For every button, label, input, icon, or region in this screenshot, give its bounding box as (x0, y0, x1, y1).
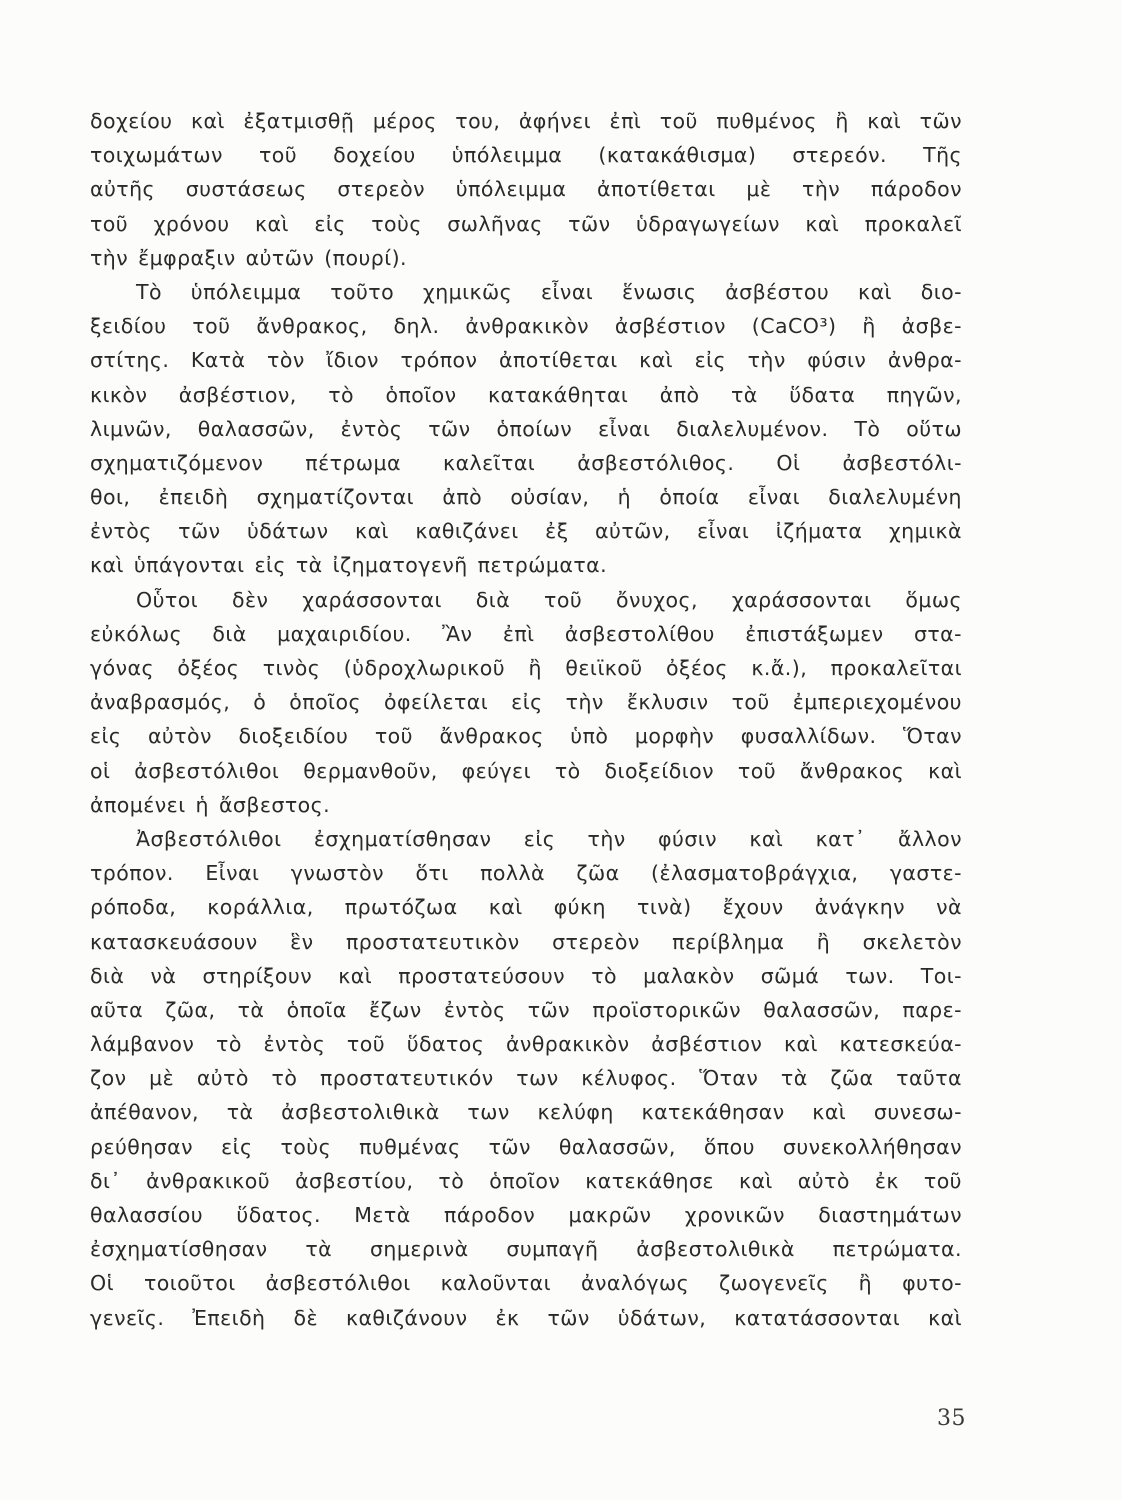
text-line: τοῦ χρόνου καὶ εἰς τοὺς σωλῆνας τῶν ὑδραγωγείων καὶ προκαλεῖ (90, 211, 962, 236)
text-line: τὴν ἔμφραξιν αὐτῶν (πουρί). (90, 245, 408, 270)
text-line: Οἱ τοιοῦτοι ἀσβεστόλιθοι καλοῦνται ἀναλόγως ζωογενεῖς ἢ φυτο- (90, 1271, 962, 1296)
text-line: καὶ ὑπάγονται εἰς τὰ ἰζηματογενῆ πετρώματα. (90, 553, 608, 578)
text-line: αῦτα ζῶα, τὰ ὁποῖα ἔζων ἐντὸς τῶν προϊστορικῶν θαλασσῶν, παρε- (90, 997, 962, 1022)
page-number: 35 (937, 1406, 966, 1431)
text-line: θοι, ἐπειδὴ σχηματίζονται ἀπὸ οὐσίαν, ἡ ὁποία εἶναι διαλελυμένη (90, 485, 962, 510)
text-line: ἀπομένει ἡ ἄσβεστος. (90, 792, 331, 817)
text-line: διὰ νὰ στηρίξουν καὶ προστατεύσουν τὸ μαλακὸν σῶμά των. Τοι- (90, 963, 962, 988)
text-line: σχηματιζόμενον πέτρωμα καλεῖται ἀσβεστόλιθος. Οἱ ἀσβεστόλι- (90, 450, 962, 475)
text-line: λάμβανον τὸ ἐντὸς τοῦ ὕδατος ἀνθρακικὸν ἀσβέστιον καὶ κατεσκεύα- (90, 1032, 962, 1057)
text-line: τοιχωμάτων τοῦ δοχείου ὑπόλειμμα (κατακάθισμα) στερεόν. Τῆς (90, 143, 962, 168)
text-line: ἀπέθανον, τὰ ἀσβεστολιθικὰ των κελύφη κατεκάθησαν καὶ συνεσω- (90, 1100, 962, 1125)
text-line: οἱ ἀσβεστόλιθοι θερμανθοῦν, φεύγει τὸ διοξείδιον τοῦ ἄνθρακος καὶ (90, 758, 962, 783)
text-line: ἐντὸς τῶν ὑδάτων καὶ καθιζάνει ἐξ αὐτῶν, εἶναι ἰζήματα χημικὰ (90, 519, 962, 544)
text-line: ζον μὲ αὐτὸ τὸ προστατευτικόν των κέλυφος. Ὅταν τὰ ζῶα ταῦτα (90, 1066, 962, 1091)
text-line: στίτης. Κατὰ τὸν ἴδιον τρόπον ἀποτίθεται καὶ εἰς τὴν φύσιν ἀνθρα- (90, 348, 962, 373)
text-line: τρόπον. Εἶναι γνωστὸν ὅτι πολλὰ ζῶα (ἐλασματοβράγχια, γαστε- (90, 861, 962, 886)
text-line: δι᾽ ἀνθρακικοῦ ἀσβεστίου, τὸ ὁποῖον κατεκάθησε καὶ αὐτὸ ἐκ τοῦ (90, 1168, 962, 1193)
text-line: αὐτῆς συστάσεως στερεὸν ὑπόλειμμα ἀποτίθεται μὲ τὴν πάροδον (90, 177, 962, 202)
text-line: ξειδίου τοῦ ἄνθρακος, δηλ. ἀνθρακικὸν ἀσβέστιον (CaCO³) ἢ ἀσβε- (90, 314, 962, 339)
text-line: ἐσχηματίσθησαν τὰ σημερινὰ συμπαγῆ ἀσβεστολιθικὰ πετρώματα. (90, 1237, 962, 1262)
text-line: γενεῖς. Ἐπειδὴ δὲ καθιζάνουν ἐκ τῶν ὑδάτων, κατατάσσονται καὶ (90, 1305, 962, 1330)
text-line: δοχείου καὶ ἐξατμισθῇ μέρος του, ἀφήνει ἐπὶ τοῦ πυθμένος ἢ καὶ τῶν (90, 109, 962, 133)
text-line: Οὗτοι δὲν χαράσσονται διὰ τοῦ ὄνυχος, χαράσσονται ὅμως (136, 587, 962, 612)
text-line: κατασκευάσουν ἓν προστατευτικὸν στερεὸν περίβλημα ἢ σκελετὸν (90, 929, 962, 954)
text-line: κικὸν ἀσβέστιον, τὸ ὁποῖον κατακάθηται ἀπὸ τὰ ὕδατα πηγῶν, (90, 382, 962, 407)
text-line: Ἀσβεστόλιθοι ἐσχηματίσθησαν εἰς τὴν φύσιν καὶ κατ᾽ ἄλλον (136, 826, 962, 851)
text-line: ρόποδα, κοράλλια, πρωτόζωα καὶ φύκη τινὰ) ἔχουν ἀνάγκην νὰ (90, 895, 962, 920)
text-line: ρεύθησαν εἰς τοὺς πυθμένας τῶν θαλασσῶν, ὅπου συνεκολλήθησαν (90, 1134, 962, 1159)
text-line: λιμνῶν, θαλασσῶν, ἐντὸς τῶν ὁποίων εἶναι διαλελυμένον. Τὸ οὕτω (90, 416, 962, 441)
text-line: ἀναβρασμός, ὁ ὁποῖος ὀφείλεται εἰς τὴν ἔκλυσιν τοῦ ἐμπεριεχομένου (90, 690, 962, 715)
text-line: Τὸ ὑπόλειμμα τοῦτο χημικῶς εἶναι ἕνωσις ἀσβέστου καὶ διο- (136, 279, 962, 304)
text-line: γόνας ὀξέος τινὸς (ὑδροχλωρικοῦ ἢ θειϊκοῦ ὀξέος κ.ἄ.), προκαλεῖται (90, 656, 962, 680)
text-line: εἰς αὐτὸν διοξειδίου τοῦ ἄνθρακος ὑπὸ μορφὴν φυσαλλίδων. Ὅταν (90, 724, 962, 749)
body-text (90, 104, 962, 1335)
text-line: θαλασσίου ὕδατος. Μετὰ πάροδον μακρῶν χρονικῶν διαστημάτων (90, 1203, 962, 1227)
text-line: εὐκόλως διὰ μαχαιριδίου. Ἂν ἐπὶ ἀσβεστολίθου ἐπιστάξωμεν στα- (90, 621, 962, 646)
